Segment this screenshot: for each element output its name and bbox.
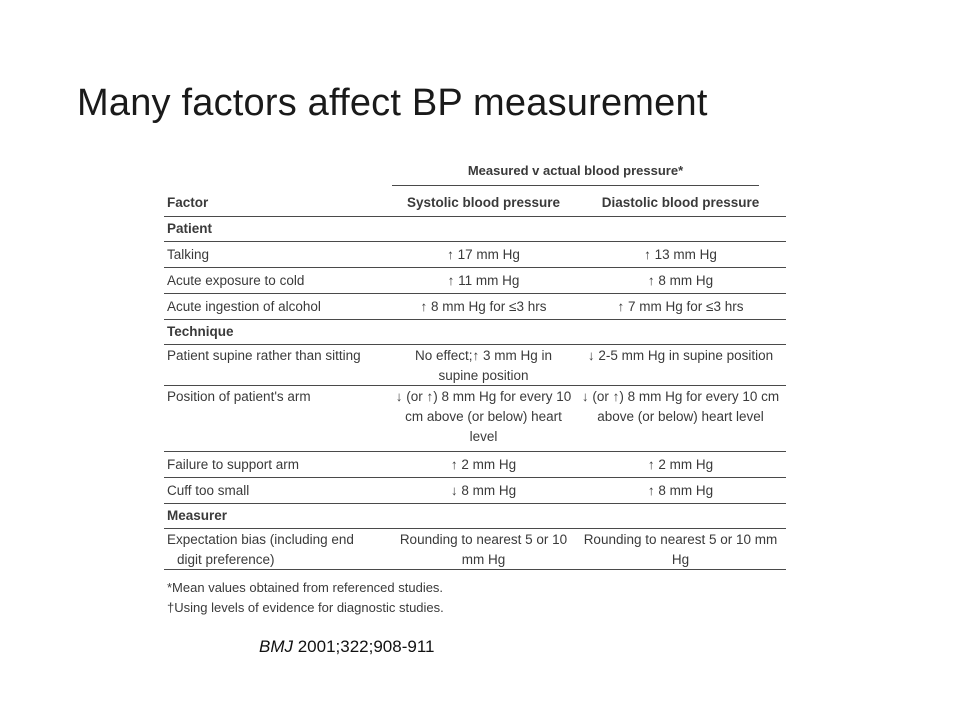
factor-cell: Cuff too small (167, 482, 250, 498)
factor-cell (164, 529, 392, 572)
factor-cell: Position of patient's arm (167, 389, 311, 404)
table-super-header (164, 158, 786, 186)
table-row (164, 386, 786, 452)
group-label: Measurer (167, 508, 228, 523)
diastolic-cell: ↑ 7 mm Hg for ≤3 hrs (617, 298, 744, 314)
table-row (164, 268, 786, 294)
systolic-cell: No effect;↑ 3 mm Hg in supine position (414, 348, 553, 383)
citation-ref: 2001;322;908-911 (293, 637, 435, 656)
column-header-factor: Factor (167, 195, 209, 210)
slide-title: Many factors affect BP measurement (77, 82, 708, 124)
bp-factors-table (164, 158, 786, 570)
systolic-cell: ↓ (or ↑) 8 mm Hg for every 10 cm above (or below) heart level (395, 389, 572, 444)
systolic-cell: Rounding to nearest 5 or 10 mm Hg (399, 532, 568, 567)
table-row (164, 242, 786, 268)
table-row (164, 452, 786, 478)
group-row-measurer (164, 504, 786, 529)
systolic-cell: ↑ 2 mm Hg (450, 456, 517, 472)
diastolic-cell: Rounding to nearest 5 or 10 mm Hg (583, 532, 778, 567)
factor-cell: Acute exposure to cold (167, 272, 305, 288)
factor-line-continued: digit preference) (177, 552, 275, 567)
systolic-cell: ↓ 8 mm Hg (450, 482, 517, 498)
factor-cell: Talking (167, 246, 210, 262)
table-footnotes (167, 578, 444, 618)
factor-cell: Failure to support arm (167, 456, 300, 472)
column-header-diastolic: Diastolic blood pressure (601, 195, 760, 210)
column-header-systolic: Systolic blood pressure (406, 195, 561, 210)
factor-cell: Patient supine rather than sitting (167, 348, 361, 363)
group-row-patient (164, 217, 786, 242)
table-row (164, 294, 786, 320)
table-row (164, 345, 786, 386)
factor-cell: Acute ingestion of alcohol (167, 298, 321, 314)
diastolic-cell: ↓ (or ↑) 8 mm Hg for every 10 cm above (or below) heart level (581, 389, 780, 424)
factor-line: Expectation bias (including end (167, 532, 354, 547)
group-label: Technique (167, 324, 234, 339)
super-header-label: Measured v actual blood pressure* (392, 158, 759, 186)
citation-journal: BMJ (259, 637, 293, 656)
table-row (164, 529, 786, 570)
table-row (164, 478, 786, 504)
group-label: Patient (167, 221, 213, 236)
diastolic-cell: ↑ 8 mm Hg (647, 482, 714, 498)
footnote: †Using levels of evidence for diagnostic studies. (167, 600, 444, 615)
diastolic-cell: ↑ 2 mm Hg (647, 456, 714, 472)
diastolic-cell: ↑ 8 mm Hg (647, 272, 714, 288)
footnote: *Mean values obtained from referenced studies. (167, 580, 444, 595)
citation (259, 637, 434, 657)
diastolic-cell: ↑ 13 mm Hg (644, 246, 717, 262)
group-row-technique (164, 320, 786, 345)
diastolic-cell: ↓ 2-5 mm Hg in supine position (587, 348, 774, 363)
systolic-cell: ↑ 8 mm Hg for ≤3 hrs (420, 298, 547, 314)
table-header-row (164, 186, 786, 217)
systolic-cell: ↑ 11 mm Hg (447, 272, 520, 288)
systolic-cell: ↑ 17 mm Hg (447, 246, 520, 262)
